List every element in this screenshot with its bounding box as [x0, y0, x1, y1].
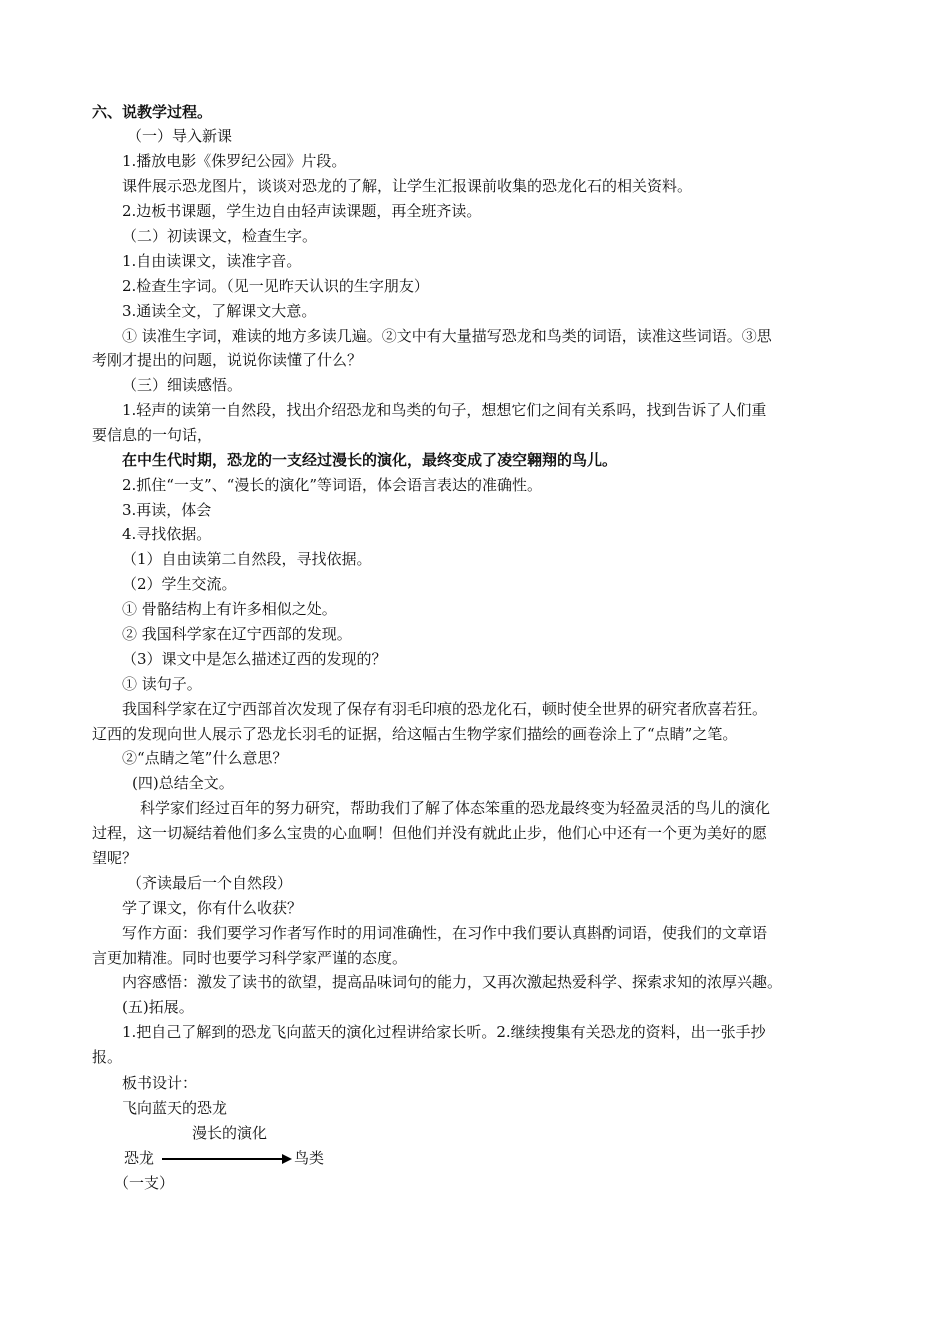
text-line: 过程，这一切凝结着他们多么宝贵的心血啊！但他们并没有就此止步，他们心中还有一个更为美好的愿: [92, 824, 768, 842]
text-line: 1.把自己了解到的恐龙飞向蓝天的演化过程讲给家长听。2.继续搜集有关恐龙的资料，出一张手抄: [122, 1023, 766, 1041]
text-line: （3）课文中是怎么描述辽西的发现的？: [122, 650, 387, 668]
board-arrow-label: 漫长的演化: [192, 1124, 268, 1142]
text-line: 1.播放电影《侏罗纪公园》片段。: [122, 152, 347, 170]
text-line: 1.自由读课文，读准字音。: [122, 252, 302, 270]
text-line: （三）细读感悟。: [122, 376, 243, 394]
text-line: 要信息的一句话，: [92, 426, 213, 444]
text-line: (四)总结全文。: [132, 774, 234, 792]
text-line: 辽西的发现向世人展示了恐龙长羽毛的证据，给这幅古生物学家们描绘的画卷涂上了“点睛”之笔。: [92, 725, 738, 743]
text-line: 报。: [92, 1048, 123, 1066]
text-line: 科学家们经过百年的努力研究，帮助我们了解了体态笨重的恐龙最终变为轻盈灵活的鸟儿的演化: [140, 799, 771, 817]
text-line: 望呢？: [92, 849, 138, 867]
text-line: （一）导入新课: [127, 127, 233, 145]
text-line: 言更加精准。同时也要学习科学家严谨的态度。: [92, 949, 408, 967]
text-line: 写作方面：我们要学习作者写作时的用词准确性，在习作中我们要认真斟酌词语，使我们的文章语: [122, 924, 768, 942]
text-line: 1.轻声的读第一自然段，找出介绍恐龙和鸟类的句子，想想它们之间有关系吗，找到告诉了人们重: [122, 401, 767, 419]
board-right-term: 鸟类: [294, 1149, 325, 1167]
text-line: （1）自由读第二自然段，寻找依据。: [122, 550, 372, 568]
board-arrow-shaft: [162, 1158, 284, 1160]
text-line: 3.再读，体会: [122, 501, 212, 519]
text-line: 4.寻找依据。: [122, 525, 212, 543]
text-line: （二）初读课文，检查生字。: [122, 227, 318, 245]
text-line: 3.通读全文，了解课文大意。: [122, 302, 317, 320]
text-line: 2.检查生字词。（见一见昨天认识的生字朋友）: [122, 277, 429, 295]
section-title: 六、说教学过程。: [92, 103, 213, 121]
key-sentence: 在中生代时期，恐龙的一支经过漫长的演化，最终变成了凌空翱翔的鸟儿。: [122, 451, 618, 469]
text-line: 内容感悟：激发了读书的欲望，提高品味词句的能力，又再次激起热爱科学、探索求知的浓厚兴趣。: [122, 973, 783, 991]
text-line: ① 骨骼结构上有许多相似之处。: [122, 600, 337, 618]
text-line: 考刚才提出的问题，说说你读懂了什么？: [92, 351, 363, 369]
text-line: 2.边板书课题，学生边自由轻声读课题，再全班齐读。: [122, 202, 482, 220]
text-line: ② 我国科学家在辽宁西部的发现。: [122, 625, 352, 643]
text-line: (五)拓展。: [122, 998, 194, 1016]
text-line: 2.抓住“一支”、“漫长的演化”等词语，体会语言表达的准确性。: [122, 476, 542, 494]
text-line: 课件展示恐龙图片，谈谈对恐龙的了解，让学生汇报课前收集的恐龙化石的相关资料。: [122, 177, 693, 195]
text-line: （齐读最后一个自然段）: [127, 874, 293, 892]
board-title: 飞向蓝天的恐龙: [122, 1099, 228, 1117]
board-left-term: 恐龙: [124, 1149, 155, 1167]
text-line: （2）学生交流。: [122, 575, 237, 593]
text-line: 我国科学家在辽宁西部首次发现了保存有羽毛印痕的恐龙化石，顿时使全世界的研究者欣喜若狂。: [122, 700, 768, 718]
text-line: 学了课文，你有什么收获？: [122, 899, 303, 917]
board-label: 板书设计：: [122, 1074, 198, 1092]
text-line: ②“点睛之笔”什么意思？: [122, 749, 288, 767]
text-line: ① 读准生字词，难读的地方多读几遍。②文中有大量描写恐龙和鸟类的词语，读准这些词语。③思: [122, 327, 772, 345]
text-line: ① 读句子。: [122, 675, 202, 693]
board-note: （一支）: [114, 1174, 175, 1192]
board-arrow-head-icon: [282, 1154, 292, 1164]
